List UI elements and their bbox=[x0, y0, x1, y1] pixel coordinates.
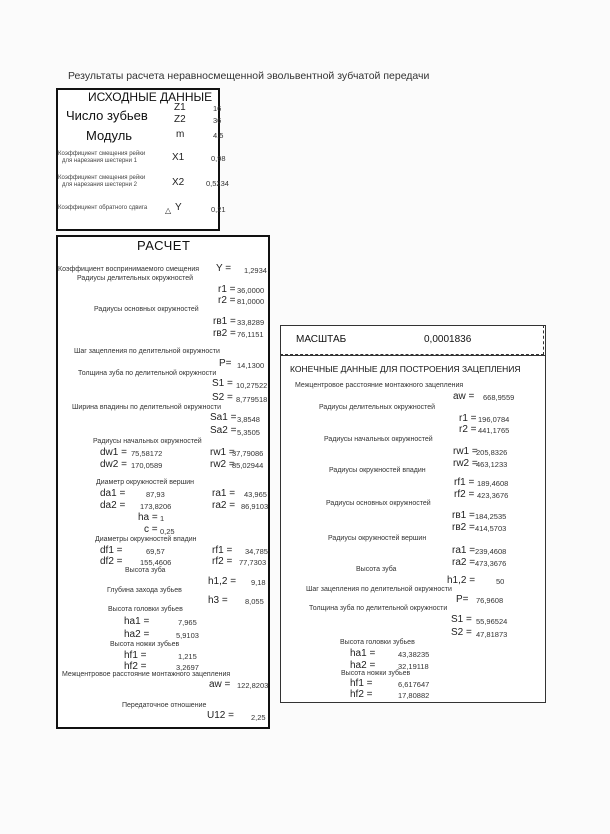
calc-p-value: 14,1300 bbox=[237, 361, 265, 370]
calc-rw1-value: 37,79086 bbox=[232, 449, 264, 458]
calc-da-label: Диаметр окружностей вершин bbox=[96, 479, 195, 486]
calc-rf2-value: 77,7303 bbox=[239, 558, 267, 567]
x2-label-line1: Коэффициент смещения рейки bbox=[58, 175, 146, 181]
calc-dw1-value: 75,58172 bbox=[131, 449, 163, 458]
final-p-symbol: P= bbox=[456, 594, 469, 605]
final-aw-label: Межцентровое расстояние монтажного зацепления bbox=[295, 382, 464, 389]
calc-ra1-value: 43,965 bbox=[244, 490, 267, 499]
z2-symbol: Z2 bbox=[174, 114, 186, 125]
teeth-label: Число зубьев bbox=[66, 108, 148, 123]
final-r1-value: 196,0784 bbox=[478, 415, 510, 424]
final-rf1-symbol: rf1 = bbox=[454, 477, 475, 488]
calc-rb2-symbol: rв2 = bbox=[213, 328, 236, 339]
final-r1-symbol: r1 = bbox=[459, 413, 477, 424]
calc-y-value: 1,2934 bbox=[244, 266, 267, 275]
scale-label: МАСШТАБ bbox=[296, 334, 347, 345]
final-ra1-value: 239,4608 bbox=[475, 547, 507, 556]
final-h-label: Высота зуба bbox=[356, 566, 397, 573]
calc-h3-label: Глубина захода зубьев bbox=[107, 587, 182, 594]
final-p-value: 76,9608 bbox=[476, 596, 504, 605]
final-rw1-value: 205,8326 bbox=[476, 448, 508, 457]
calc-s1-symbol: S1 = bbox=[212, 378, 233, 389]
final-ha2-symbol: ha2 = bbox=[350, 660, 376, 671]
calc-h-label: Высота зуба bbox=[125, 567, 166, 574]
final-ha-label: Высота головки зубьев bbox=[340, 639, 415, 646]
x2-label-line2: для нарезания шестерни 2 bbox=[62, 182, 137, 188]
final-aw-value: 668,9559 bbox=[483, 393, 515, 402]
calc-aw-label: Межцентровое расстояние монтажного зацепления bbox=[62, 671, 231, 678]
calc-h3-symbol: h3 = bbox=[208, 595, 228, 606]
calc-dw2-symbol: dw2 = bbox=[100, 459, 127, 470]
x2-symbol: X2 bbox=[172, 177, 185, 188]
calc-da2-symbol: da2 = bbox=[100, 500, 126, 511]
final-hf1-symbol: hf1 = bbox=[350, 678, 373, 689]
calc-sa1-symbol: Sa1 = bbox=[210, 412, 237, 423]
calc-ha-heading: Высота головки зубьев bbox=[108, 606, 183, 613]
x1-value: 0,98 bbox=[211, 154, 226, 163]
calc-df2-value: 155,4606 bbox=[140, 558, 172, 567]
calc-ha2-symbol: ha2 = bbox=[124, 629, 150, 640]
z1-value: 16 bbox=[213, 104, 222, 113]
calc-ra2-value: 86,9103 bbox=[241, 502, 269, 511]
calc-s2-value: 8,779518 bbox=[236, 395, 268, 404]
final-h12-value: 50 bbox=[496, 577, 505, 586]
calc-df1-symbol: df1 = bbox=[100, 545, 123, 556]
final-heading: КОНЕЧНЫЕ ДАННЫЕ ДЛЯ ПОСТРОЕНИЯ ЗАЦЕПЛЕНИЯ bbox=[290, 364, 521, 374]
calc-hf-label: Высота ножки зубьев bbox=[110, 641, 180, 648]
calc-u-label: Передаточное отношение bbox=[122, 702, 207, 709]
final-rb2-value: 414,5703 bbox=[475, 524, 507, 533]
calc-sa2-symbol: Sa2 = bbox=[210, 425, 237, 436]
final-ha1-symbol: ha1 = bbox=[350, 648, 376, 659]
calc-ha1-value: 7,965 bbox=[178, 618, 197, 627]
calc-da2-value: 173,8206 bbox=[140, 502, 172, 511]
calc-df-label: Диаметры окружностей впадин bbox=[95, 536, 197, 543]
z2-value: 36 bbox=[213, 116, 222, 125]
calc-rf1-value: 34,785 bbox=[245, 547, 268, 556]
final-rw1-symbol: rw1 = bbox=[453, 446, 478, 457]
final-r-label: Радиусы делительных окружностей bbox=[319, 404, 436, 411]
calc-hf1-symbol: hf1 = bbox=[124, 650, 147, 661]
final-rw-label: Радиусы начальных окружностей bbox=[324, 436, 433, 443]
calc-y-label: Коэффициент воспринимаемого смещения bbox=[58, 266, 200, 273]
calc-s2-symbol: S2 = bbox=[212, 392, 233, 403]
calc-rf1-symbol: rf1 = bbox=[212, 545, 233, 556]
final-rf-label: Радиусы окружностей впадин bbox=[329, 467, 426, 474]
calc-h3-value: 8,055 bbox=[245, 597, 264, 606]
calc-rb-label: Радиусы основных окружностей bbox=[94, 306, 199, 313]
calc-rb1-symbol: rв1 = bbox=[213, 316, 236, 327]
final-r2-symbol: r2 = bbox=[459, 424, 477, 435]
final-s1-value: 55,96524 bbox=[476, 617, 508, 626]
calc-hf2-value: 3,2697 bbox=[176, 663, 199, 672]
final-aw-symbol: aw = bbox=[453, 391, 475, 402]
dy-symbol: Y bbox=[175, 202, 182, 213]
calc-h12-symbol: h1,2 = bbox=[208, 576, 237, 587]
input-heading: ИСХОДНЫЕ ДАННЫЕ bbox=[88, 90, 213, 104]
final-rb1-symbol: rв1 = bbox=[452, 510, 475, 521]
calc-c-value: 0,25 bbox=[160, 527, 175, 536]
page-title: Результаты расчета неравносмещенной эвольвентной зубчатой передачи bbox=[68, 70, 430, 82]
final-ra1-symbol: ra1 = bbox=[452, 545, 476, 556]
calc-df2-symbol: df2 = bbox=[100, 556, 123, 567]
final-rf2-value: 423,3676 bbox=[477, 491, 509, 500]
x1-label-line1: Коэффициент смещения рейки bbox=[58, 151, 146, 157]
scale-value: 0,0001836 bbox=[424, 334, 472, 345]
calc-r-label: Радиусы делительных окружностей bbox=[77, 275, 194, 282]
calc-ha-symbol: ha = bbox=[138, 512, 158, 523]
final-ra2-value: 473,3676 bbox=[475, 559, 507, 568]
calc-r2-symbol: r2 = bbox=[218, 295, 236, 306]
calc-h12-value: 9,18 bbox=[251, 578, 266, 587]
m-value: 4,5 bbox=[213, 131, 224, 140]
calc-sa1-value: 3,8548 bbox=[237, 415, 260, 424]
calc-rw-label: Радиусы начальных окружностей bbox=[93, 438, 202, 445]
calc-rw2-symbol: rw2 = bbox=[210, 459, 235, 470]
calc-s1-value: 10,27522 bbox=[236, 381, 268, 390]
calc-da1-symbol: da1 = bbox=[100, 488, 126, 499]
calc-rf2-symbol: rf2 = bbox=[212, 556, 233, 567]
final-p-label: Шаг зацепления по делительной окружности bbox=[306, 586, 452, 593]
calc-sa-label: Ширина впадины по делительной окружности bbox=[72, 404, 221, 411]
calc-r2-value: 81,0000 bbox=[237, 297, 265, 306]
calc-r1-value: 36,0000 bbox=[237, 286, 265, 295]
final-hf-label: Высота ножки зубьев bbox=[341, 670, 411, 677]
calc-aw-value: 122,8203 bbox=[237, 681, 269, 690]
calc-hf2-symbol: hf2 = bbox=[124, 661, 147, 672]
calc-ha1-symbol: ha1 = bbox=[124, 616, 150, 627]
calc-p-symbol: P= bbox=[219, 358, 232, 369]
final-ra2-symbol: ra2 = bbox=[452, 557, 476, 568]
calc-df1-value: 69,57 bbox=[146, 547, 165, 556]
calc-rb1-value: 33,8289 bbox=[237, 318, 265, 327]
final-rb1-value: 184,2535 bbox=[475, 512, 507, 521]
final-r2-value: 441,1765 bbox=[478, 426, 510, 435]
calc-hf1-value: 1,215 bbox=[178, 652, 197, 661]
calc-p-label: Шаг зацепления по делительной окружности bbox=[74, 348, 220, 355]
calc-sa2-value: 5,3505 bbox=[237, 428, 260, 437]
calc-dw2-value: 170,0589 bbox=[131, 461, 163, 470]
calc-dw1-symbol: dw1 = bbox=[100, 447, 127, 458]
calc-u-symbol: U12 = bbox=[207, 710, 234, 721]
final-hf1-value: 6,617647 bbox=[398, 680, 430, 689]
final-s-label: Толщина зуба по делительной окружности bbox=[309, 605, 448, 612]
final-rw2-symbol: rw2 = bbox=[453, 458, 478, 469]
x1-symbol: X1 bbox=[172, 152, 185, 163]
delta-icon: △ bbox=[165, 206, 172, 215]
calc-rw1-symbol: rw1 = bbox=[210, 447, 235, 458]
calc-ra2-symbol: ra2 = bbox=[212, 500, 236, 511]
dy-value: 0,21 bbox=[211, 205, 226, 214]
final-ha2-value: 32,19118 bbox=[398, 662, 429, 671]
final-s1-symbol: S1 = bbox=[451, 614, 472, 625]
calc-ha-value: 1 bbox=[160, 514, 165, 523]
m-symbol: m bbox=[176, 129, 185, 140]
calc-r1-symbol: r1 = bbox=[218, 284, 236, 295]
final-s2-symbol: S2 = bbox=[451, 627, 472, 638]
final-rb-label: Радиусы основных окружностей bbox=[326, 500, 431, 507]
calc-heading: РАСЧЕТ bbox=[137, 238, 191, 253]
calc-s-label: Толщина зуба по делительной окружности bbox=[78, 370, 217, 377]
calc-u-value: 2,25 bbox=[251, 713, 266, 722]
final-rf1-value: 189,4608 bbox=[477, 479, 509, 488]
calc-aw-symbol: aw = bbox=[209, 679, 231, 690]
final-hf2-value: 17,80882 bbox=[398, 691, 430, 700]
final-rf2-symbol: rf2 = bbox=[454, 489, 475, 500]
final-rb2-symbol: rв2 = bbox=[452, 522, 475, 533]
final-rw2-value: 463,1233 bbox=[476, 460, 508, 469]
final-s2-value: 47,81873 bbox=[476, 630, 508, 639]
calc-ha2-value: 5,9103 bbox=[176, 631, 199, 640]
final-ra-label: Радиусы окружностей вершин bbox=[328, 535, 427, 542]
calc-c-symbol: c = bbox=[144, 524, 158, 535]
x1-label-line2: для нарезания шестерни 1 bbox=[62, 158, 137, 164]
z1-symbol: Z1 bbox=[174, 102, 186, 113]
calc-da1-value: 87,93 bbox=[146, 490, 165, 499]
scale-separator bbox=[280, 355, 546, 356]
dy-label: Коэффициент обратного сдвига bbox=[58, 205, 148, 211]
final-hf2-symbol: hf2 = bbox=[350, 689, 373, 700]
final-ha1-value: 43,38235 bbox=[398, 650, 430, 659]
calc-rb2-value: 76,1151 bbox=[237, 330, 264, 339]
calc-ra1-symbol: ra1 = bbox=[212, 488, 236, 499]
x2-value: 0,5234 bbox=[206, 179, 229, 188]
calc-y-symbol: Y = bbox=[216, 263, 232, 274]
module-label: Модуль bbox=[86, 128, 133, 143]
final-h12-symbol: h1,2 = bbox=[447, 575, 476, 586]
calc-rw2-value: 85,02944 bbox=[232, 461, 264, 470]
